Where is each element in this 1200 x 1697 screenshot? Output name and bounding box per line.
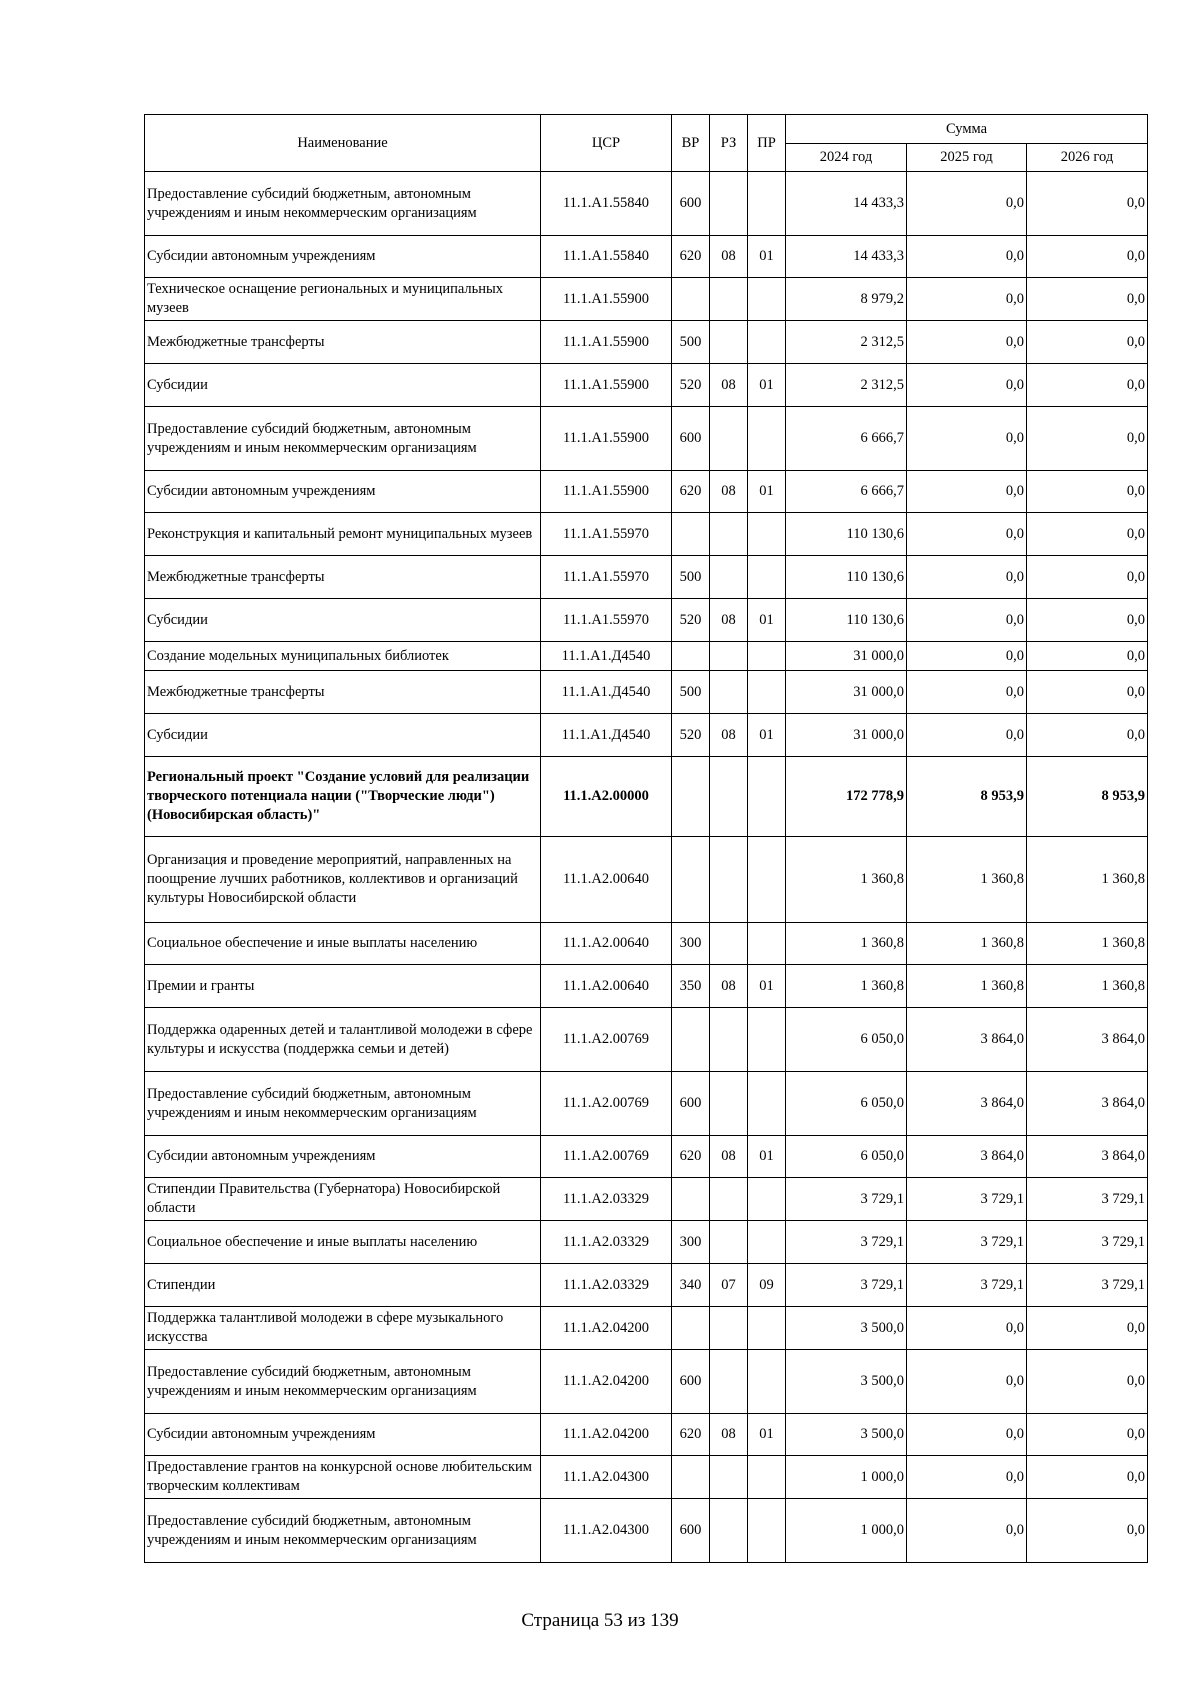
cell-2024: 2 312,5 bbox=[786, 321, 907, 364]
cell-2026: 0,0 bbox=[1027, 599, 1148, 642]
cell-name: Реконструкция и капитальный ремонт муниципальных музеев bbox=[145, 513, 541, 556]
table-row bbox=[145, 471, 1148, 513]
cell-csr: 11.1.А1.55970 bbox=[541, 599, 672, 642]
cell-rz: 08 bbox=[710, 714, 748, 757]
cell-2025: 0,0 bbox=[907, 714, 1027, 757]
cell-rz bbox=[710, 172, 748, 236]
cell-name: Предоставление субсидий бюджетным, автономным учреждениям и иным некоммерческим организациям bbox=[145, 407, 541, 471]
table-row bbox=[145, 1307, 1148, 1350]
cell-2024: 31 000,0 bbox=[786, 642, 907, 671]
cell-2024: 1 360,8 bbox=[786, 837, 907, 923]
cell-rz: 08 bbox=[710, 364, 748, 407]
cell-2025: 3 864,0 bbox=[907, 1008, 1027, 1072]
cell-2024: 110 130,6 bbox=[786, 513, 907, 556]
table-row bbox=[145, 1136, 1148, 1178]
cell-pr bbox=[748, 642, 786, 671]
table-row bbox=[145, 1350, 1148, 1414]
cell-pr bbox=[748, 1350, 786, 1414]
cell-2024: 3 500,0 bbox=[786, 1307, 907, 1350]
cell-rz bbox=[710, 556, 748, 599]
cell-name: Поддержка талантливой молодежи в сфере музыкального искусства bbox=[145, 1307, 541, 1350]
cell-2026: 3 864,0 bbox=[1027, 1136, 1148, 1178]
cell-2025: 1 360,8 bbox=[907, 965, 1027, 1008]
cell-csr: 11.1.А2.04200 bbox=[541, 1350, 672, 1414]
cell-2025: 0,0 bbox=[907, 1499, 1027, 1563]
cell-vr: 500 bbox=[672, 671, 710, 714]
cell-2026: 0,0 bbox=[1027, 236, 1148, 278]
cell-2025: 0,0 bbox=[907, 1414, 1027, 1456]
cell-name: Субсидии автономным учреждениям bbox=[145, 236, 541, 278]
cell-2025: 0,0 bbox=[907, 172, 1027, 236]
header-rz: РЗ bbox=[710, 115, 748, 172]
cell-2026: 0,0 bbox=[1027, 172, 1148, 236]
cell-rz bbox=[710, 642, 748, 671]
cell-csr: 11.1.А1.55900 bbox=[541, 364, 672, 407]
page-number: Страница 53 из 139 bbox=[521, 1610, 679, 1631]
table-row bbox=[145, 1499, 1148, 1563]
header-sum: Сумма bbox=[786, 115, 1148, 144]
cell-vr bbox=[672, 837, 710, 923]
cell-vr: 620 bbox=[672, 236, 710, 278]
cell-rz bbox=[710, 1072, 748, 1136]
cell-2025: 0,0 bbox=[907, 1456, 1027, 1499]
table-row bbox=[145, 1456, 1148, 1499]
cell-name: Стипендии Правительства (Губернатора) Новосибирской области bbox=[145, 1178, 541, 1221]
cell-2025: 0,0 bbox=[907, 1307, 1027, 1350]
cell-csr: 11.1.А1.Д4540 bbox=[541, 642, 672, 671]
cell-2024: 1 000,0 bbox=[786, 1499, 907, 1563]
cell-pr bbox=[748, 278, 786, 321]
cell-2024: 6 050,0 bbox=[786, 1008, 907, 1072]
cell-2026: 3 729,1 bbox=[1027, 1264, 1148, 1307]
cell-name: Субсидии автономным учреждениям bbox=[145, 471, 541, 513]
cell-vr: 300 bbox=[672, 923, 710, 965]
cell-csr: 11.1.А2.00769 bbox=[541, 1072, 672, 1136]
cell-name: Субсидии bbox=[145, 599, 541, 642]
table-row bbox=[145, 364, 1148, 407]
cell-2026: 3 729,1 bbox=[1027, 1178, 1148, 1221]
cell-2025: 3 729,1 bbox=[907, 1221, 1027, 1264]
cell-csr: 11.1.А2.00640 bbox=[541, 923, 672, 965]
budget-table bbox=[144, 114, 1148, 1563]
cell-name: Региональный проект "Создание условий для реализации творческого потенциала нации ("Творческие люди") (Новосибирская область)" bbox=[145, 757, 541, 837]
cell-pr bbox=[748, 923, 786, 965]
cell-rz: 08 bbox=[710, 236, 748, 278]
cell-2026: 0,0 bbox=[1027, 671, 1148, 714]
cell-2026: 3 864,0 bbox=[1027, 1008, 1148, 1072]
table-row bbox=[145, 1178, 1148, 1221]
cell-pr bbox=[748, 1008, 786, 1072]
cell-name: Организация и проведение мероприятий, направленных на поощрение лучших работников, коллективов и организаций культуры Новосибирской области bbox=[145, 837, 541, 923]
table-row bbox=[145, 556, 1148, 599]
table-body bbox=[145, 172, 1148, 1563]
cell-rz bbox=[710, 1456, 748, 1499]
cell-pr: 01 bbox=[748, 236, 786, 278]
cell-name: Социальное обеспечение и иные выплаты населению bbox=[145, 1221, 541, 1264]
cell-pr bbox=[748, 407, 786, 471]
cell-pr: 01 bbox=[748, 1414, 786, 1456]
cell-2024: 1 360,8 bbox=[786, 923, 907, 965]
cell-vr bbox=[672, 1178, 710, 1221]
header-csr: ЦСР bbox=[541, 115, 672, 172]
cell-2024: 172 778,9 bbox=[786, 757, 907, 837]
cell-2026: 0,0 bbox=[1027, 1350, 1148, 1414]
table-row bbox=[145, 1264, 1148, 1307]
cell-pr bbox=[748, 172, 786, 236]
cell-2026: 0,0 bbox=[1027, 407, 1148, 471]
cell-2024: 14 433,3 bbox=[786, 236, 907, 278]
cell-2026: 8 953,9 bbox=[1027, 757, 1148, 837]
cell-vr: 620 bbox=[672, 1136, 710, 1178]
cell-name: Предоставление субсидий бюджетным, автономным учреждениям и иным некоммерческим организациям bbox=[145, 1350, 541, 1414]
cell-csr: 11.1.А1.55840 bbox=[541, 172, 672, 236]
cell-pr bbox=[748, 837, 786, 923]
cell-name: Субсидии bbox=[145, 714, 541, 757]
cell-2025: 0,0 bbox=[907, 321, 1027, 364]
cell-2024: 3 729,1 bbox=[786, 1264, 907, 1307]
cell-vr: 600 bbox=[672, 1350, 710, 1414]
cell-2026: 1 360,8 bbox=[1027, 923, 1148, 965]
cell-pr: 01 bbox=[748, 364, 786, 407]
cell-name: Субсидии автономным учреждениям bbox=[145, 1136, 541, 1178]
cell-2025: 0,0 bbox=[907, 471, 1027, 513]
cell-2025: 0,0 bbox=[907, 671, 1027, 714]
cell-2025: 0,0 bbox=[907, 407, 1027, 471]
cell-vr bbox=[672, 642, 710, 671]
table-row bbox=[145, 513, 1148, 556]
cell-vr: 500 bbox=[672, 556, 710, 599]
header-pr: ПР bbox=[748, 115, 786, 172]
table-header bbox=[145, 115, 1148, 172]
cell-vr bbox=[672, 757, 710, 837]
cell-csr: 11.1.А1.Д4540 bbox=[541, 714, 672, 757]
cell-2026: 0,0 bbox=[1027, 556, 1148, 599]
cell-pr bbox=[748, 1072, 786, 1136]
cell-rz bbox=[710, 513, 748, 556]
cell-rz bbox=[710, 1008, 748, 1072]
cell-rz bbox=[710, 1350, 748, 1414]
cell-vr: 600 bbox=[672, 1072, 710, 1136]
cell-name: Предоставление субсидий бюджетным, автономным учреждениям и иным некоммерческим организациям bbox=[145, 1499, 541, 1563]
cell-pr bbox=[748, 556, 786, 599]
cell-csr: 11.1.А2.03329 bbox=[541, 1264, 672, 1307]
cell-2024: 6 050,0 bbox=[786, 1072, 907, 1136]
cell-csr: 11.1.А2.04200 bbox=[541, 1307, 672, 1350]
cell-2025: 3 864,0 bbox=[907, 1072, 1027, 1136]
cell-csr: 11.1.А2.00640 bbox=[541, 837, 672, 923]
cell-2025: 3 864,0 bbox=[907, 1136, 1027, 1178]
cell-csr: 11.1.А1.55900 bbox=[541, 278, 672, 321]
cell-pr: 01 bbox=[748, 714, 786, 757]
cell-vr bbox=[672, 1008, 710, 1072]
cell-rz bbox=[710, 1221, 748, 1264]
cell-2024: 3 500,0 bbox=[786, 1414, 907, 1456]
cell-vr: 340 bbox=[672, 1264, 710, 1307]
table-row bbox=[145, 1008, 1148, 1072]
cell-2025: 0,0 bbox=[907, 513, 1027, 556]
cell-pr: 09 bbox=[748, 1264, 786, 1307]
cell-rz: 08 bbox=[710, 599, 748, 642]
cell-vr bbox=[672, 1456, 710, 1499]
cell-vr: 600 bbox=[672, 172, 710, 236]
cell-2024: 8 979,2 bbox=[786, 278, 907, 321]
cell-rz bbox=[710, 278, 748, 321]
cell-2024: 3 500,0 bbox=[786, 1350, 907, 1414]
header-vr: ВР bbox=[672, 115, 710, 172]
header-year-2026: 2026 год bbox=[1027, 144, 1148, 172]
table-row bbox=[145, 642, 1148, 671]
cell-2026: 0,0 bbox=[1027, 364, 1148, 407]
cell-rz bbox=[710, 757, 748, 837]
table-row bbox=[145, 757, 1148, 837]
cell-2024: 6 666,7 bbox=[786, 407, 907, 471]
cell-vr: 300 bbox=[672, 1221, 710, 1264]
cell-2024: 14 433,3 bbox=[786, 172, 907, 236]
cell-2025: 0,0 bbox=[907, 236, 1027, 278]
cell-rz: 07 bbox=[710, 1264, 748, 1307]
cell-csr: 11.1.А1.55900 bbox=[541, 407, 672, 471]
cell-csr: 11.1.А1.55840 bbox=[541, 236, 672, 278]
cell-rz bbox=[710, 1178, 748, 1221]
cell-2026: 0,0 bbox=[1027, 513, 1148, 556]
header-name: Наименование bbox=[145, 115, 541, 172]
cell-vr: 620 bbox=[672, 1414, 710, 1456]
cell-vr: 500 bbox=[672, 321, 710, 364]
cell-rz bbox=[710, 923, 748, 965]
table-row bbox=[145, 278, 1148, 321]
cell-csr: 11.1.А2.03329 bbox=[541, 1221, 672, 1264]
cell-rz: 08 bbox=[710, 965, 748, 1008]
cell-rz bbox=[710, 1499, 748, 1563]
table-row bbox=[145, 837, 1148, 923]
cell-csr: 11.1.А2.04300 bbox=[541, 1456, 672, 1499]
cell-2025: 3 729,1 bbox=[907, 1178, 1027, 1221]
table-row bbox=[145, 1414, 1148, 1456]
cell-name: Создание модельных муниципальных библиотек bbox=[145, 642, 541, 671]
cell-2024: 6 666,7 bbox=[786, 471, 907, 513]
cell-name: Социальное обеспечение и иные выплаты населению bbox=[145, 923, 541, 965]
cell-csr: 11.1.А2.00769 bbox=[541, 1008, 672, 1072]
cell-rz: 08 bbox=[710, 1414, 748, 1456]
cell-vr: 600 bbox=[672, 1499, 710, 1563]
cell-csr: 11.1.А1.55970 bbox=[541, 556, 672, 599]
cell-rz bbox=[710, 1307, 748, 1350]
cell-2025: 0,0 bbox=[907, 599, 1027, 642]
cell-name: Межбюджетные трансферты bbox=[145, 556, 541, 599]
cell-rz: 08 bbox=[710, 1136, 748, 1178]
cell-2024: 3 729,1 bbox=[786, 1178, 907, 1221]
table-row bbox=[145, 965, 1148, 1008]
cell-2024: 1 360,8 bbox=[786, 965, 907, 1008]
cell-2026: 0,0 bbox=[1027, 714, 1148, 757]
cell-vr bbox=[672, 278, 710, 321]
cell-2025: 0,0 bbox=[907, 556, 1027, 599]
cell-pr bbox=[748, 757, 786, 837]
cell-2025: 0,0 bbox=[907, 1350, 1027, 1414]
cell-2024: 31 000,0 bbox=[786, 714, 907, 757]
cell-rz bbox=[710, 837, 748, 923]
cell-rz: 08 bbox=[710, 471, 748, 513]
cell-pr bbox=[748, 671, 786, 714]
cell-vr: 520 bbox=[672, 364, 710, 407]
cell-vr: 520 bbox=[672, 599, 710, 642]
cell-2026: 1 360,8 bbox=[1027, 837, 1148, 923]
cell-csr: 11.1.А2.04300 bbox=[541, 1499, 672, 1563]
cell-pr: 01 bbox=[748, 1136, 786, 1178]
cell-csr: 11.1.А2.04200 bbox=[541, 1414, 672, 1456]
cell-name: Предоставление субсидий бюджетным, автономным учреждениям и иным некоммерческим организациям bbox=[145, 172, 541, 236]
cell-2024: 110 130,6 bbox=[786, 599, 907, 642]
cell-name: Предоставление грантов на конкурсной основе любительским творческим коллективам bbox=[145, 1456, 541, 1499]
table-row bbox=[145, 714, 1148, 757]
cell-vr: 350 bbox=[672, 965, 710, 1008]
cell-2026: 0,0 bbox=[1027, 1456, 1148, 1499]
cell-pr bbox=[748, 321, 786, 364]
cell-pr bbox=[748, 1307, 786, 1350]
cell-2025: 0,0 bbox=[907, 364, 1027, 407]
header-year-2024: 2024 год bbox=[786, 144, 907, 172]
cell-name: Субсидии автономным учреждениям bbox=[145, 1414, 541, 1456]
header-year-2025: 2025 год bbox=[907, 144, 1027, 172]
table-row bbox=[145, 671, 1148, 714]
cell-vr: 600 bbox=[672, 407, 710, 471]
cell-2024: 3 729,1 bbox=[786, 1221, 907, 1264]
cell-pr bbox=[748, 513, 786, 556]
cell-csr: 11.1.А1.55900 bbox=[541, 321, 672, 364]
cell-pr bbox=[748, 1456, 786, 1499]
cell-vr: 520 bbox=[672, 714, 710, 757]
cell-2026: 0,0 bbox=[1027, 642, 1148, 671]
cell-2025: 3 729,1 bbox=[907, 1264, 1027, 1307]
table-row bbox=[145, 1072, 1148, 1136]
cell-name: Техническое оснащение региональных и муниципальных музеев bbox=[145, 278, 541, 321]
cell-2026: 0,0 bbox=[1027, 278, 1148, 321]
cell-2025: 1 360,8 bbox=[907, 837, 1027, 923]
cell-name: Поддержка одаренных детей и талантливой молодежи в сфере культуры и искусства (поддержка семьи и детей) bbox=[145, 1008, 541, 1072]
cell-name: Предоставление субсидий бюджетным, автономным учреждениям и иным некоммерческим организациям bbox=[145, 1072, 541, 1136]
cell-2026: 3 864,0 bbox=[1027, 1072, 1148, 1136]
cell-csr: 11.1.А1.55970 bbox=[541, 513, 672, 556]
cell-pr: 01 bbox=[748, 965, 786, 1008]
cell-2025: 1 360,8 bbox=[907, 923, 1027, 965]
cell-2024: 110 130,6 bbox=[786, 556, 907, 599]
table-row bbox=[145, 172, 1148, 236]
cell-pr bbox=[748, 1499, 786, 1563]
table-row bbox=[145, 1221, 1148, 1264]
table-row bbox=[145, 236, 1148, 278]
cell-name: Стипендии bbox=[145, 1264, 541, 1307]
cell-csr: 11.1.А2.00000 bbox=[541, 757, 672, 837]
cell-pr bbox=[748, 1221, 786, 1264]
cell-pr: 01 bbox=[748, 471, 786, 513]
cell-2025: 0,0 bbox=[907, 278, 1027, 321]
cell-rz bbox=[710, 321, 748, 364]
cell-2024: 31 000,0 bbox=[786, 671, 907, 714]
table-row bbox=[145, 321, 1148, 364]
cell-csr: 11.1.А1.Д4540 bbox=[541, 671, 672, 714]
cell-rz bbox=[710, 671, 748, 714]
cell-name: Межбюджетные трансферты bbox=[145, 321, 541, 364]
cell-rz bbox=[710, 407, 748, 471]
cell-2024: 6 050,0 bbox=[786, 1136, 907, 1178]
cell-name: Премии и гранты bbox=[145, 965, 541, 1008]
cell-csr: 11.1.А2.00769 bbox=[541, 1136, 672, 1178]
cell-pr: 01 bbox=[748, 599, 786, 642]
cell-csr: 11.1.А2.00640 bbox=[541, 965, 672, 1008]
cell-2025: 0,0 bbox=[907, 642, 1027, 671]
cell-2026: 0,0 bbox=[1027, 1499, 1148, 1563]
cell-2026: 0,0 bbox=[1027, 1414, 1148, 1456]
cell-2026: 0,0 bbox=[1027, 471, 1148, 513]
cell-vr: 620 bbox=[672, 471, 710, 513]
cell-2026: 3 729,1 bbox=[1027, 1221, 1148, 1264]
cell-2024: 2 312,5 bbox=[786, 364, 907, 407]
cell-2025: 8 953,9 bbox=[907, 757, 1027, 837]
cell-2024: 1 000,0 bbox=[786, 1456, 907, 1499]
cell-vr bbox=[672, 1307, 710, 1350]
cell-pr bbox=[748, 1178, 786, 1221]
cell-2026: 0,0 bbox=[1027, 1307, 1148, 1350]
table-row bbox=[145, 407, 1148, 471]
cell-vr bbox=[672, 513, 710, 556]
cell-2026: 1 360,8 bbox=[1027, 965, 1148, 1008]
cell-name: Субсидии bbox=[145, 364, 541, 407]
table-row bbox=[145, 923, 1148, 965]
table-row bbox=[145, 599, 1148, 642]
cell-2026: 0,0 bbox=[1027, 321, 1148, 364]
cell-csr: 11.1.А2.03329 bbox=[541, 1178, 672, 1221]
cell-csr: 11.1.А1.55900 bbox=[541, 471, 672, 513]
cell-name: Межбюджетные трансферты bbox=[145, 671, 541, 714]
